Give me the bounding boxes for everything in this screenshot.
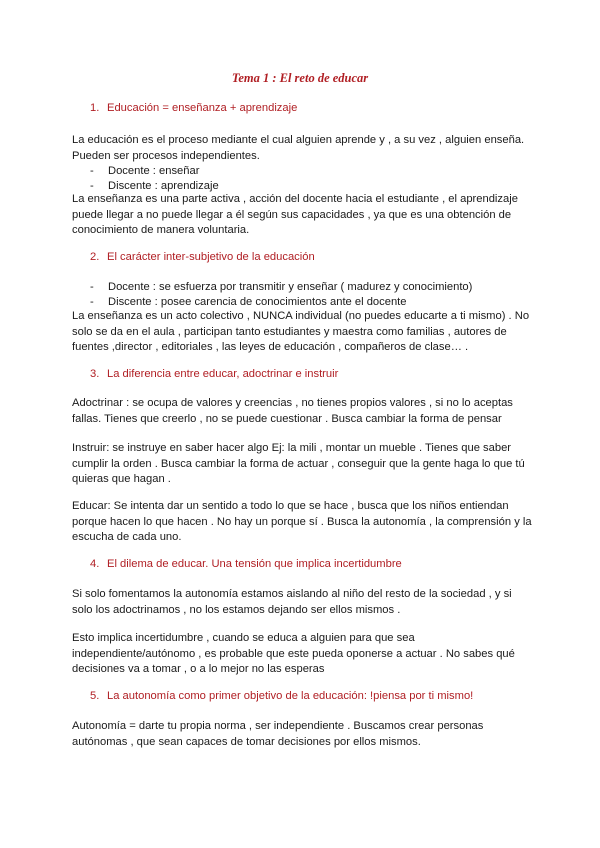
paragraph: La enseñanza es una parte activa , acción del docente hacia el estudiante , el aprendizaje puede llegar a no puede llegar a él según sus capacidades , ya que es una obtención de conocimiento de manera voluntaria. (72, 193, 518, 236)
list-item-text: Docente : enseñar (108, 165, 200, 177)
list-item (90, 280, 472, 296)
bullet-dash: - (90, 165, 94, 177)
document-title: Tema 1 : El reto de educar (231, 71, 369, 85)
paragraph: La enseñanza es un acto colectivo , NUNCA individual (no puedes educarte a ti mismo) . No solo se da en el aula , participan tanto estudiantes y maestra como familias , autores de fuentes ,director , editoriales , las leyes de educación , compañeros de clase… . (72, 310, 530, 353)
paragraph: Instruir: se instruye en saber hacer algo Ej: la mili , montar un mueble . Tienes que saber cumplir la orden . Busca cambiar la forma de actuar , conseguir que la gente haga lo que tú quieras que hagan . (72, 442, 525, 485)
paragraph: Adoctrinar : se ocupa de valores y creencias , no tienes propios valores , si no lo aceptas fallas. Tienes que creerlo , no se puede cuestionar . Busca cambiar la forma de pensar (72, 397, 513, 425)
bullet-dash: - (90, 296, 94, 308)
section-heading-text: El dilema de educar. Una tensión que implica incertidumbre (107, 558, 402, 570)
section-4-paragraph-2 (72, 631, 532, 678)
list-item-text: Docente : se esfuerza por transmitir y enseñar ( madurez y conocimiento) (108, 281, 473, 293)
bullet-dash: - (90, 281, 94, 293)
section-1-intro (72, 133, 532, 164)
paragraph: Esto implica incertidumbre , cuando se educa a alguien para que sea independiente/autónomo , es probable que este pueda oponerse a actuar . No sabes qué decisiones va a tomar , o a lo mejor no las esperas (72, 632, 515, 675)
section-number: 2. (90, 251, 100, 263)
section-heading-3 (90, 368, 338, 380)
section-heading-text: La diferencia entre educar, adoctrinar e instruir (107, 368, 339, 380)
list-item (90, 164, 199, 180)
section-number: 5. (90, 690, 100, 702)
section-heading-4 (90, 558, 402, 570)
section-5-paragraph-1 (72, 719, 532, 750)
section-heading-text: El carácter inter-subjetivo de la educación (107, 251, 315, 263)
section-number: 4. (90, 558, 100, 570)
paragraph: Educar: Se intenta dar un sentido a todo lo que se hace , busca que los niños entiendan porque hacen lo que hacen . No hay un porque sí . Busca la autonomía , la comprensión y la escucha de cada uno. (72, 500, 532, 543)
bullet-dash: - (90, 180, 94, 192)
paragraph: Autonomía = darte tu propia norma , ser independiente . Buscamos crear personas autónomas , que sean capaces de tomar decisiones por ellos mismos. (72, 720, 484, 748)
list-item-text: Discente : aprendizaje (108, 180, 219, 192)
section-2-body (72, 309, 532, 356)
paragraph: Si solo fomentamos la autonomía estamos aislando al niño del resto de la sociedad , y si solo los adoctrinamos , no los estamos dejando ser ellos mismos . (72, 588, 512, 616)
section-heading-5 (90, 690, 473, 702)
section-heading-1 (90, 102, 297, 114)
section-heading-text: La autonomía como primer objetivo de la educación: !piensa por ti mismo! (107, 690, 474, 702)
section-4-paragraph-1 (72, 587, 532, 618)
section-3-paragraph-adoctrinar (72, 396, 532, 427)
list-item-text: Discente : posee carencia de conocimientos ante el docente (108, 296, 407, 308)
section-heading-2 (90, 251, 315, 263)
section-heading-text: Educación = enseñanza + aprendizaje (107, 102, 298, 114)
section-3-paragraph-educar (72, 499, 532, 546)
section-number: 1. (90, 102, 100, 114)
section-3-paragraph-instruir (72, 441, 532, 488)
section-number: 3. (90, 368, 100, 380)
section-1-body (72, 192, 532, 239)
paragraph: La educación es el proceso mediante el cual alguien aprende y , a su vez , alguien enseña. Pueden ser procesos independientes. (72, 134, 525, 162)
